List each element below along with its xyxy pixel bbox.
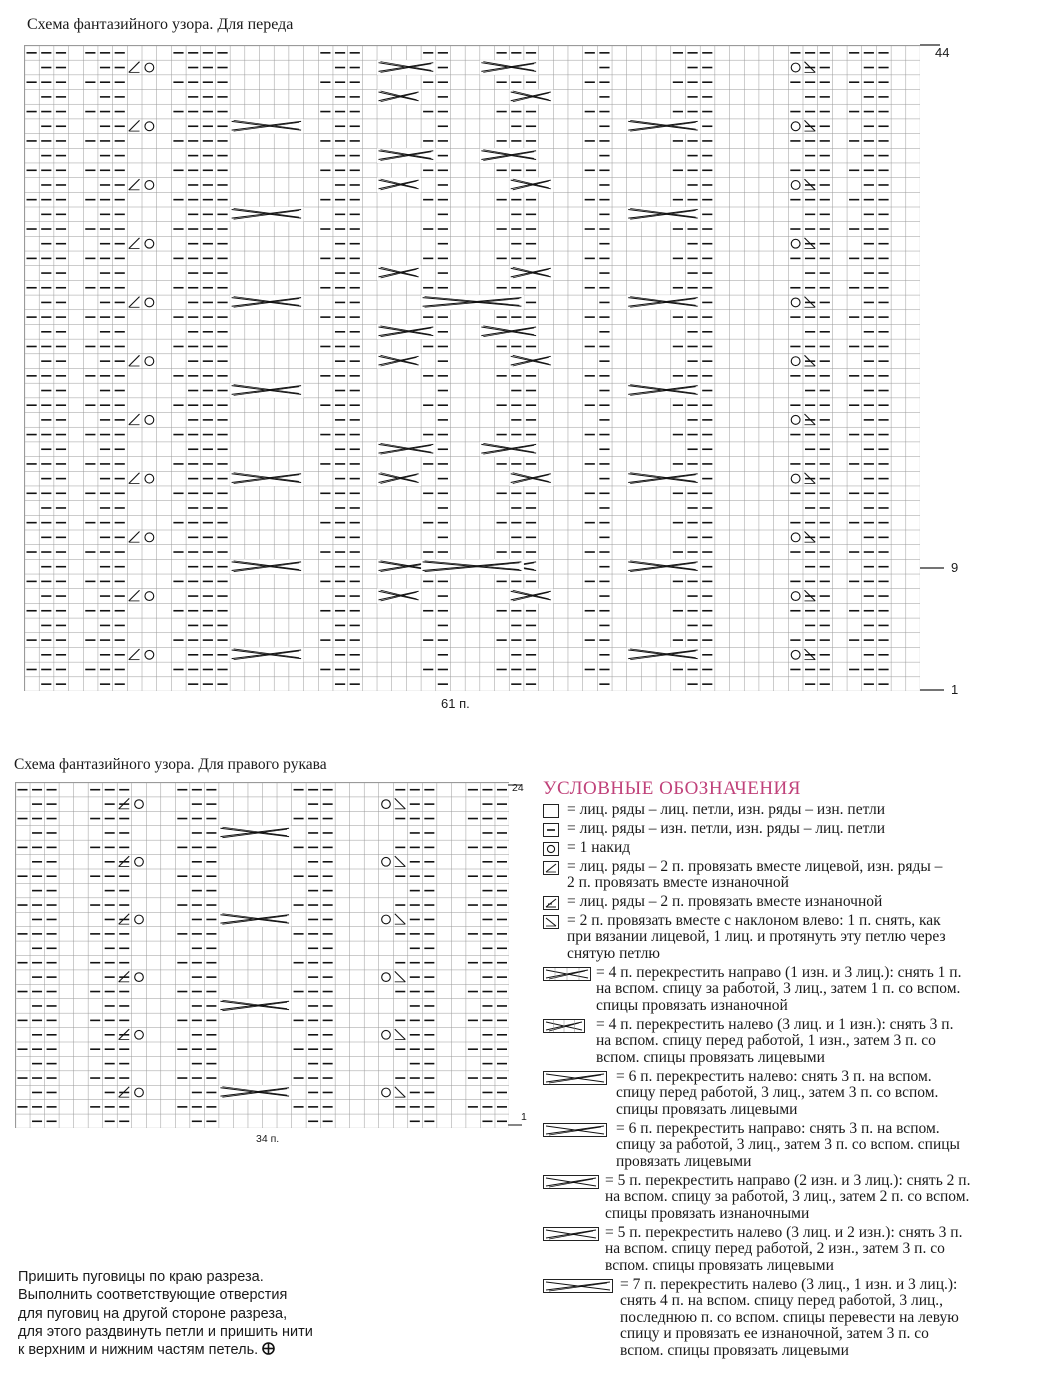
legend-item-text (567, 894, 882, 910)
legend-line: на вспом. спицу перед работой, 2 изн., затем 3 п. со (605, 1240, 945, 1258)
legend-line: = лиц. ряды – 2 п. провязать вместе лицевой, изн. ряды – (567, 858, 943, 875)
legend-line: = 6 п. перекрестить налево: снять 3 п. на вспом. (616, 1068, 932, 1085)
legend-item-text (596, 965, 961, 1014)
legend-line: = лиц. ряды – 2 п. провязать вместе изнаночной (567, 893, 883, 910)
note-line: Выполнить соответствующие отверстия (18, 1287, 288, 1304)
legend-line: снятую петлю (567, 944, 660, 962)
legend-line: вспом. спицы провязать лицевыми (620, 1341, 849, 1359)
front-width-label: 61 п. (441, 696, 470, 711)
yarn-over-icon (543, 842, 559, 856)
legend-line: спицы провязать лицевыми (616, 1100, 798, 1118)
legend-line: = 1 накид (567, 839, 631, 856)
cross-7-left-icon (543, 1279, 613, 1293)
cross-5-right-icon (543, 1175, 599, 1189)
legend-item-text (596, 1017, 953, 1066)
legend-line: = 6 п. перекрестить направо: снять 3 п. на вспом. (616, 1120, 940, 1137)
legend-line: спицу за работой, 3 лиц., затем 3 п. со вспом. спицы (616, 1136, 960, 1154)
legend-line: = 7 п. перекрестить налево (3 лиц., 1 изн. и 3 лиц.): (620, 1276, 958, 1293)
legend-title: УСЛОВНЫЕ ОБОЗНАЧЕНИЯ (543, 778, 801, 799)
legend-line: 2 п. провязать вместе изнаночной (567, 874, 789, 892)
sleeve-chart (15, 782, 509, 1128)
cross-6-left-icon (543, 1071, 607, 1085)
legend-line: снять 4 п. на вспом. спицу перед работой, 3 лиц., (620, 1292, 944, 1310)
legend-line: = 5 п. перекрестить направо (2 изн. и 3 лиц.): снять 2 п. (605, 1172, 971, 1189)
legend-item-text (605, 1173, 970, 1222)
legend-item-text (567, 821, 885, 837)
cable-marks (119, 798, 406, 1099)
grid-lines (24, 45, 920, 691)
ssk-icon (543, 915, 559, 929)
legend-line: = 4 п. перекрестить налево (3 лиц. и 1 изн.): снять 3 п. (596, 1016, 954, 1033)
note-line-last (18, 1341, 313, 1359)
note-line: к верхним и нижним частям петель. (18, 1342, 259, 1359)
legend-line: = 5 п. перекрестить налево (3 лиц. и 2 изн.): снять 3 п. (605, 1224, 963, 1241)
sleeve-row-markers (508, 780, 528, 1130)
note-line: для этого раздвинуть петли и пришить нити (18, 1323, 313, 1340)
legend-line: на вспом. спицу за работой, 3 лиц., затем 2 п. со вспом. (605, 1188, 970, 1206)
front-chart-title: Схема фантазийного узора. Для переда (27, 16, 294, 33)
legend-line: спицы провязать изнаночными (605, 1204, 810, 1222)
sleeve-chart-title: Схема фантазийного узора. Для правого рукава (14, 756, 327, 773)
legend-item-text (620, 1277, 959, 1359)
k2tog-icon (543, 861, 559, 875)
legend-line: спицу и провязать ее изнаночной, затем 3 п. со (620, 1325, 929, 1343)
note-line: Пришить пуговицы по краю разреза. (18, 1269, 264, 1285)
legend-line: при вязании лицевой, 1 лиц. и протянуть эту петлю через (567, 928, 946, 946)
legend-line: на вспом. спицу за работой, 3 лиц., затем 1 п. со вспом. (596, 980, 961, 998)
legend-line: спицу перед работой, 3 лиц., затем 3 п. со вспом. (616, 1084, 939, 1102)
legend-line: = лиц. ряды – лиц. петли, изн. ряды – изн. петли (567, 801, 885, 818)
legend-line: = 4 п. перекрестить направо (1 изн. и 3 лиц.): снять 1 п. (596, 964, 962, 981)
front-row-label-bottom: 1 (951, 682, 959, 697)
empty-cell-icon (543, 804, 559, 818)
front-row-markers (918, 40, 948, 695)
legend-line: последнюю п. со вспом. спицы перевести на левую (620, 1308, 959, 1326)
front-chart (24, 45, 920, 691)
front-row-label-mid: 9 (951, 560, 959, 575)
legend-item-text (567, 913, 946, 962)
sleeve-row-label-top: 24 (512, 782, 524, 794)
legend-item-text (605, 1225, 962, 1274)
cross-4-left-icon (543, 1019, 585, 1033)
assembly-note (18, 1268, 313, 1359)
sleeve-chart-grid (15, 782, 509, 1128)
legend-item-text (616, 1121, 960, 1170)
legend-line: вспом. спицы провязать лицевыми (605, 1256, 834, 1274)
p2tog-icon (543, 896, 559, 910)
legend-line: провязать лицевыми (616, 1152, 752, 1170)
legend-item-text (567, 802, 885, 818)
legend-item-text (616, 1069, 938, 1118)
note-line: для пуговиц на другой стороне разреза, (18, 1305, 288, 1322)
legend-line: = 2 п. провязать вместе с наклоном влево: 1 п. снять, как (567, 912, 941, 929)
legend-item-text (567, 840, 630, 856)
legend-line: на вспом. спицу перед работой, 1 изн., затем 3 п. со (596, 1032, 936, 1050)
dash-cell-icon (543, 823, 559, 837)
sleeve-row-label-bottom: 1 (521, 1111, 527, 1123)
cross-4-right-icon (543, 967, 591, 981)
front-row-label-top: 44 (935, 45, 950, 60)
front-chart-grid (24, 45, 920, 691)
crosshair-circle-icon (262, 1342, 275, 1355)
legend-line: = лиц. ряды – изн. петли, изн. ряды – лиц. петли (567, 820, 885, 837)
cross-5-left-icon (543, 1227, 599, 1241)
legend-line: вспом. спицы провязать лицевыми (596, 1048, 825, 1066)
legend-item-text (567, 859, 942, 892)
cross-6-right-icon (543, 1123, 607, 1137)
sleeve-width-label: 34 п. (256, 1133, 280, 1145)
legend-line: спицы провязать изнаночной (596, 996, 788, 1014)
